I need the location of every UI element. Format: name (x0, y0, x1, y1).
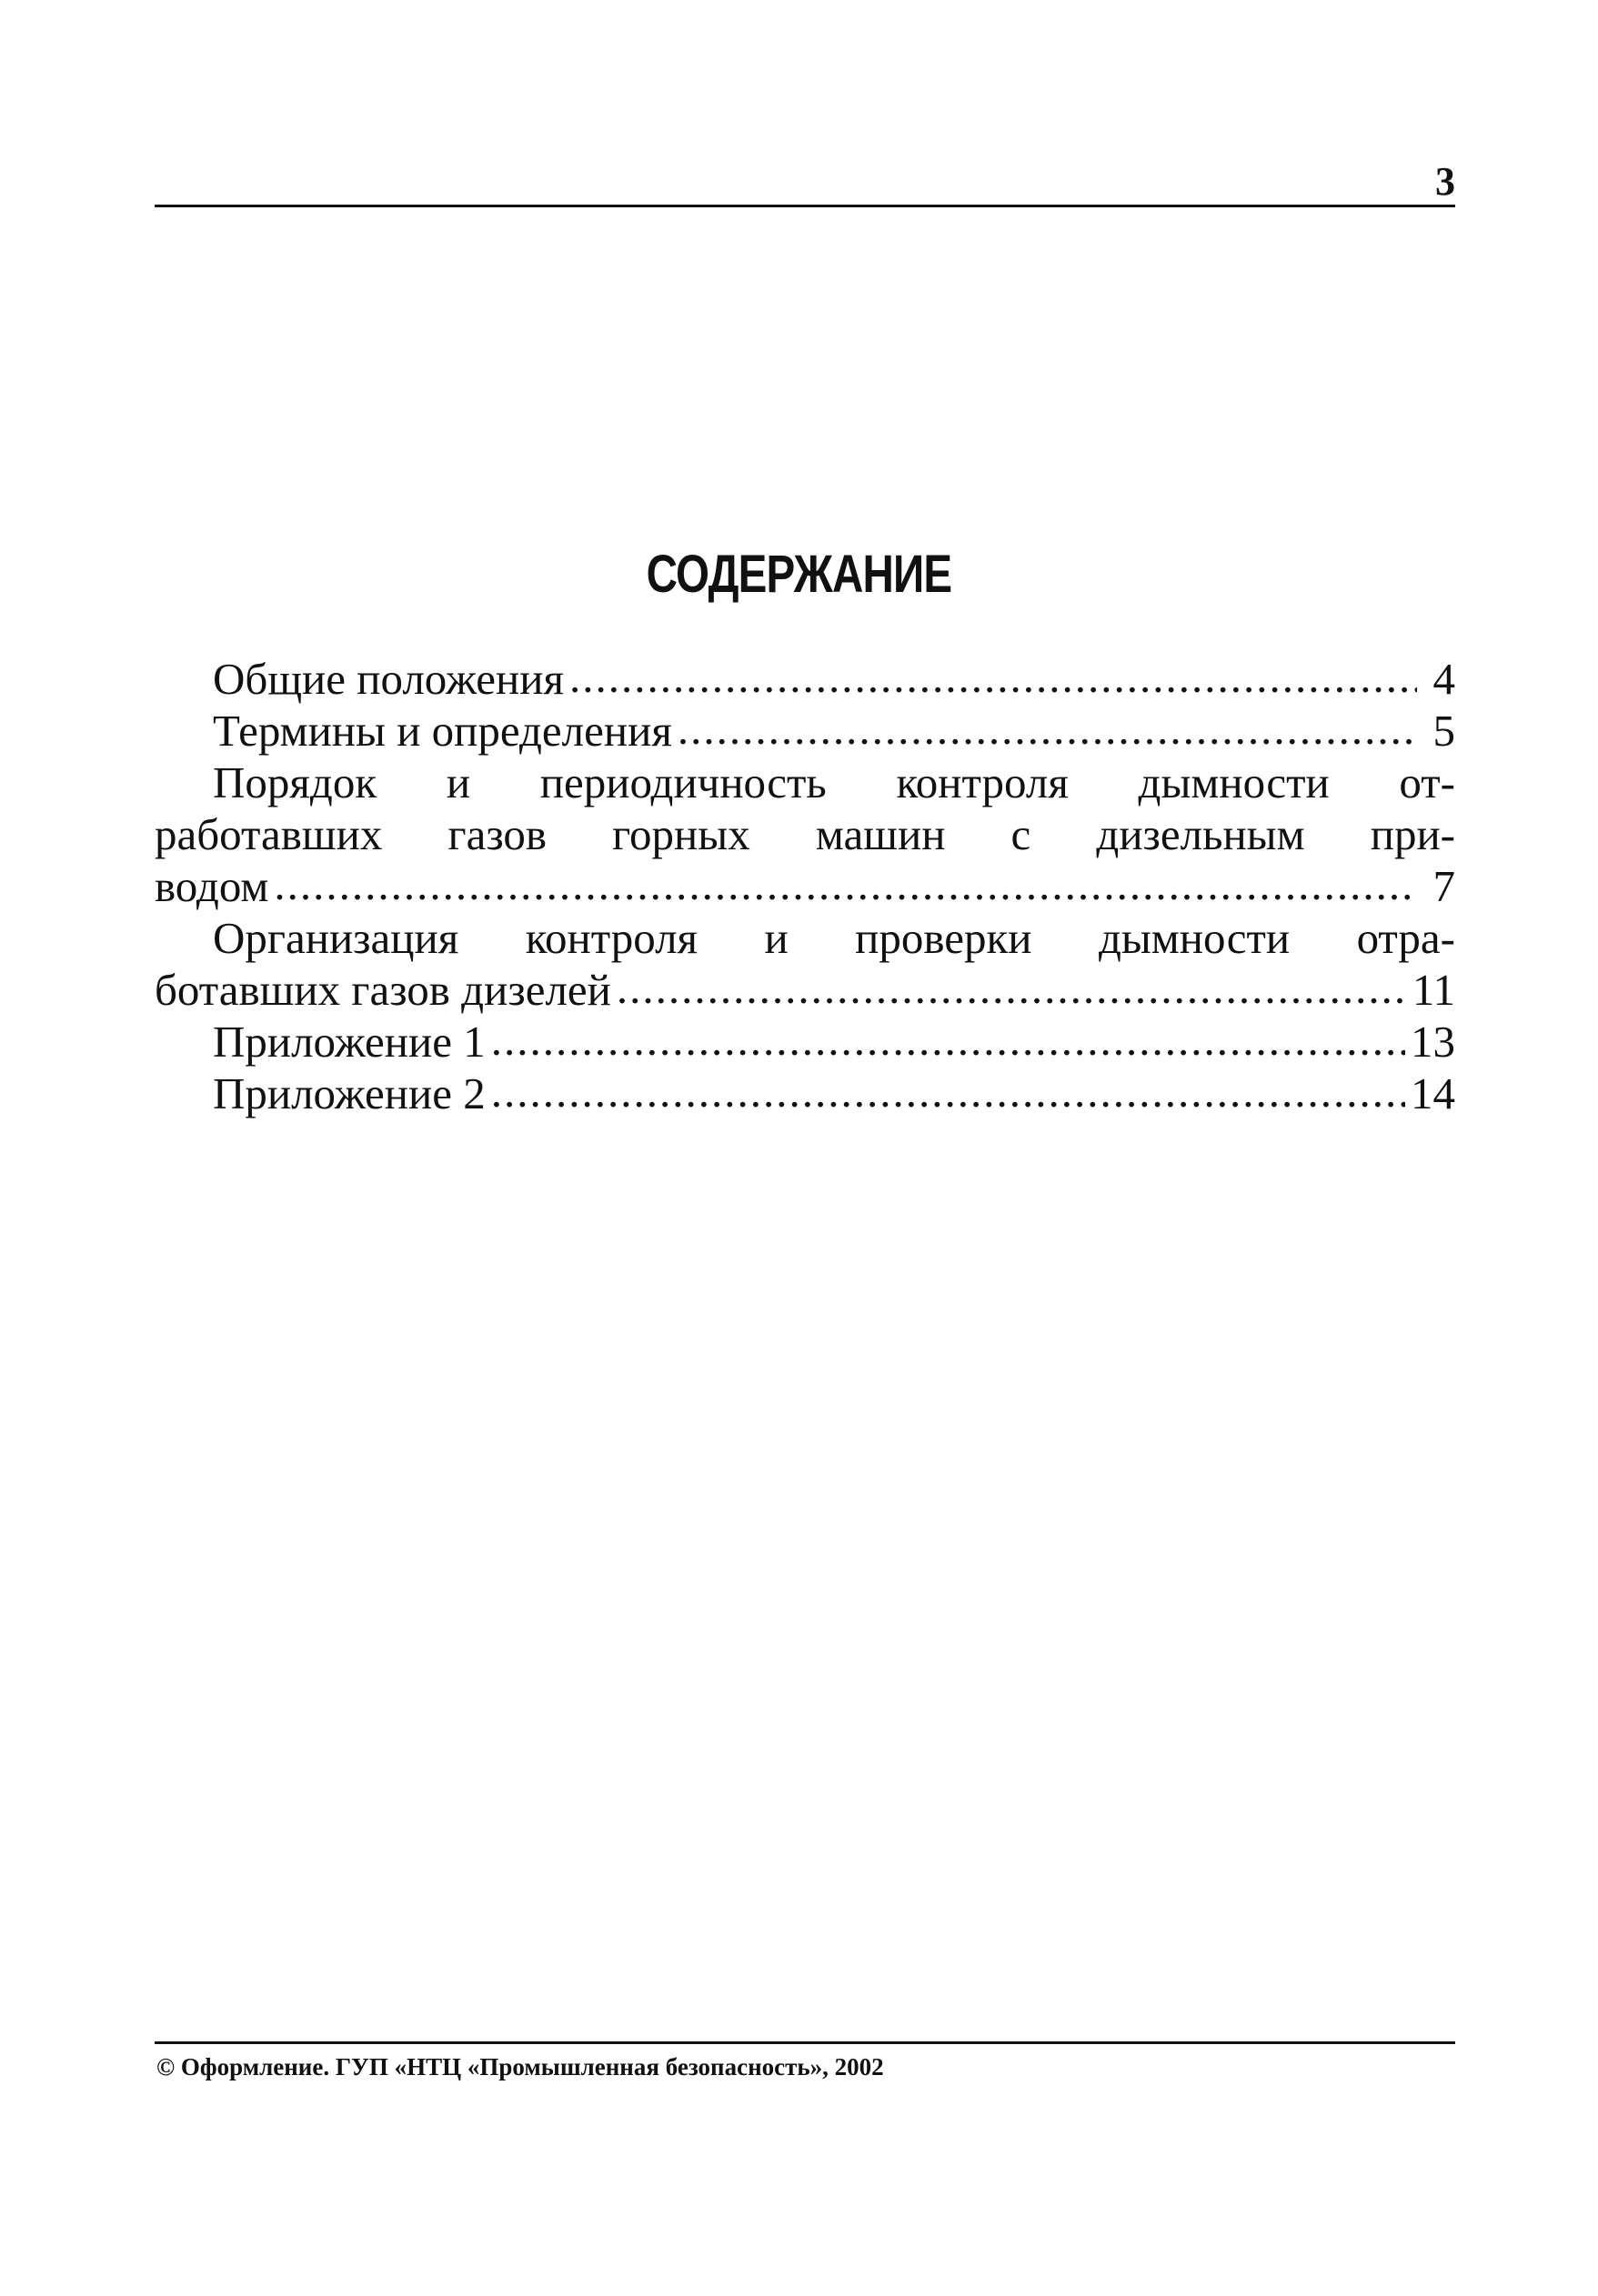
toc-entry-label: Организация контроля и проверки дымности отра- (213, 913, 1455, 963)
dot-leader (569, 651, 1417, 703)
toc-entry-terms-definitions[interactable] (155, 705, 1455, 757)
toc-entry-label: водом (155, 861, 269, 911)
dot-leader (274, 858, 1417, 910)
dot-leader (491, 1014, 1405, 1066)
table-of-contents (155, 653, 1455, 1119)
toc-entry-page: 13 (1411, 1017, 1455, 1067)
toc-entry-label: работавших газов горных машин с дизельным при- (155, 809, 1455, 859)
toc-entry-label: Приложение 2 (213, 1068, 486, 1118)
toc-entry-page: 4 (1432, 654, 1455, 704)
toc-entry-control-procedure[interactable] (155, 757, 1455, 912)
toc-entry-label: Термины и определения (213, 706, 672, 756)
toc-entry-label: Приложение 1 (213, 1017, 486, 1067)
toc-entry-organization-control[interactable] (155, 912, 1455, 1016)
dot-leader (491, 1066, 1405, 1118)
toc-entry-appendix-1[interactable] (155, 1016, 1455, 1068)
toc-entry-page: 7 (1432, 861, 1455, 911)
header-rule (155, 205, 1455, 207)
footer-copyright: © Оформление. ГУП «НТЦ «Промышленная безопасность», 2002 (156, 2053, 884, 2080)
toc-entry-page: 14 (1411, 1068, 1455, 1118)
page-number: 3 (1435, 159, 1455, 204)
toc-entry-label: Общие положения (213, 654, 565, 704)
toc-entry-appendix-2[interactable] (155, 1068, 1455, 1119)
toc-entry-general-provisions[interactable] (155, 653, 1455, 705)
toc-title: СОДЕРЖАНИЕ (646, 545, 952, 604)
toc-entry-page: 5 (1432, 706, 1455, 756)
dot-leader (617, 962, 1407, 1014)
dot-leader (678, 703, 1417, 755)
toc-entry-page: 11 (1412, 965, 1455, 1015)
footer-rule (155, 2041, 1455, 2044)
toc-entry-label: ботавших газов дизелей (155, 965, 611, 1015)
toc-entry-label: Порядок и периодичность контроля дымности от- (213, 757, 1455, 807)
